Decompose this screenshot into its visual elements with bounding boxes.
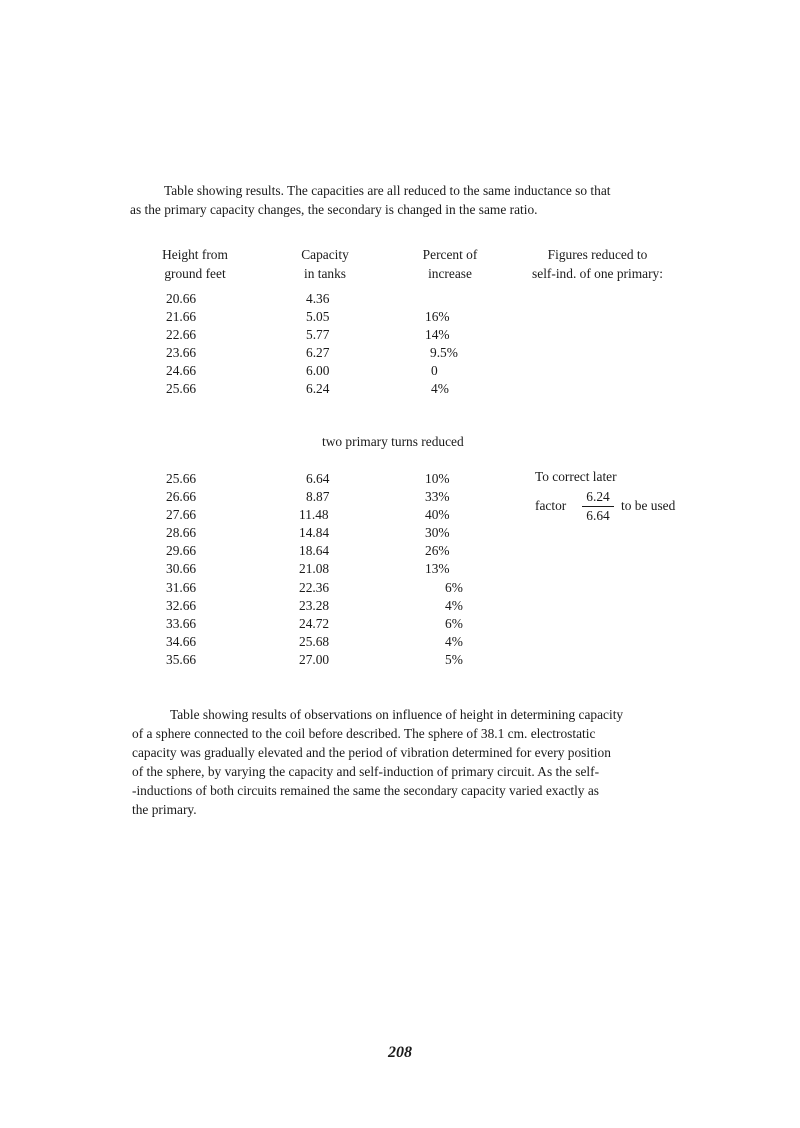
table2-percent-cell: 26% <box>425 543 450 559</box>
header-capacity-line-1: Capacity <box>301 247 349 262</box>
table2-percent-cell: 5% <box>445 651 463 667</box>
closing-line-4: of the sphere, by varying the capacity and self-induction of primary circuit. As the self- <box>132 764 600 779</box>
header-capacity-line-2: in tanks <box>303 266 347 281</box>
closing-line-6: the primary. <box>132 802 197 817</box>
header-figures <box>510 245 685 283</box>
header-height-line-1: Height from <box>162 247 228 262</box>
table2-height-cell: 31.66 <box>166 579 197 595</box>
factor-word: factor <box>535 498 567 513</box>
factor-tail: to be used <box>621 498 676 513</box>
table2-percent-cell: 4% <box>445 633 463 649</box>
table2-percent-cell: 10% <box>425 471 450 486</box>
fraction-numerator: 6.24 <box>586 489 610 504</box>
table2-capacity-cell: 25.68 <box>299 633 330 649</box>
table2-capacity-cell: 22.36 <box>299 579 330 595</box>
factor-fraction <box>581 488 615 525</box>
intro-line-1: Table showing results. The capacities are all reduced to the same inductance so that <box>164 183 611 198</box>
table2-percent-column <box>412 470 495 669</box>
header-height <box>150 245 240 283</box>
table1-percent-cell: 0 <box>431 363 438 379</box>
table1-capacity-cell: 6.00 <box>306 363 330 379</box>
fraction-denominator: 6.64 <box>586 508 610 523</box>
header-percent-line-1: Percent of <box>422 247 478 262</box>
closing-line-1: Table showing results of observations on influence of height in determining capacity <box>170 707 624 722</box>
table2-capacity-cell: 6.64 <box>306 471 330 486</box>
table2-height-cell: 25.66 <box>166 471 197 486</box>
closing-line-2: of a sphere connected to the coil before described. The sphere of 38.1 cm. electrostatic <box>132 726 596 741</box>
table2-height-cell: 34.66 <box>166 633 197 649</box>
table1-capacity-cell: 5.05 <box>306 309 330 325</box>
table1-capacity-cell: 4.36 <box>306 291 330 306</box>
table2-height-cell: 29.66 <box>166 543 197 559</box>
table2-capacity-column <box>298 470 356 669</box>
header-capacity <box>280 245 370 283</box>
table2-height-cell: 28.66 <box>166 525 197 541</box>
table1-percent-cell: 9.5% <box>430 345 458 361</box>
table1-height-cell: 24.66 <box>166 363 197 379</box>
table2-height-cell: 27.66 <box>166 507 197 523</box>
table1-percent-cell: 4% <box>431 381 449 397</box>
table2-percent-cell: 33% <box>425 489 450 505</box>
table2-percent-cell: 6% <box>445 579 463 595</box>
table2-capacity-cell: 11.48 <box>299 507 329 523</box>
table2-height-cell: 35.66 <box>166 651 197 667</box>
table1-capacity-cell: 5.77 <box>306 327 330 343</box>
closing-line-5: -inductions of both circuits remained the same the secondary capacity varied exactly as <box>132 783 600 798</box>
table2-capacity-cell: 23.28 <box>299 597 330 613</box>
table1-capacity-cell: 6.27 <box>306 345 330 361</box>
table2-percent-cell: 40% <box>425 507 450 523</box>
table2-capacity-cell: 14.84 <box>299 525 330 541</box>
header-percent <box>405 245 495 283</box>
table2-capacity-cell: 24.72 <box>299 615 330 631</box>
table2-capacity-cell: 8.87 <box>306 489 330 505</box>
table1-percent-column <box>412 290 495 399</box>
table2-height-cell: 32.66 <box>166 597 197 613</box>
table2-height-cell: 33.66 <box>166 615 197 631</box>
table2-capacity-cell: 27.00 <box>299 651 330 667</box>
table1-height-cell: 21.66 <box>166 309 197 325</box>
table2-percent-cell: 13% <box>425 561 450 577</box>
correction-note: To correct later <box>535 469 617 484</box>
table2-percent-cell: 6% <box>445 615 463 631</box>
table1-height-cell: 22.66 <box>166 327 197 343</box>
table2-height-cell: 26.66 <box>166 489 197 505</box>
header-figures-line-1: Figures reduced to <box>547 247 648 262</box>
table2-percent-cell: 30% <box>425 525 450 541</box>
table2-height-column <box>166 470 226 669</box>
table2-height-cell: 30.66 <box>166 561 197 577</box>
intro-line-2: as the primary capacity changes, the secondary is changed in the same ratio. <box>130 202 538 217</box>
table1-height-cell: 20.66 <box>166 291 197 306</box>
closing-line-3: capacity was gradually elevated and the period of vibration determined for every position <box>132 745 611 760</box>
table1-height-column <box>166 290 226 399</box>
table2-capacity-cell: 21.08 <box>299 561 330 577</box>
intro-paragraph <box>130 181 690 219</box>
table1-height-cell: 23.66 <box>166 345 197 361</box>
table2-percent-cell: 4% <box>445 597 463 613</box>
header-percent-line-2: increase <box>428 266 472 281</box>
table1-percent-cell: 14% <box>425 327 450 343</box>
table1-percent-cell <box>425 290 495 308</box>
header-figures-line-2: self-ind. of one primary: <box>532 266 663 281</box>
page-number: 208 <box>388 1044 412 1061</box>
section-label: two primary turns reduced <box>322 434 464 449</box>
table2-capacity-cell: 18.64 <box>299 543 330 559</box>
table1-height-cell: 25.66 <box>166 381 197 397</box>
table1-capacity-column <box>298 290 356 399</box>
header-height-line-2: ground feet <box>164 266 226 281</box>
closing-paragraph <box>132 705 690 819</box>
table1-capacity-cell: 6.24 <box>306 381 330 397</box>
table1-percent-cell: 16% <box>425 309 450 325</box>
